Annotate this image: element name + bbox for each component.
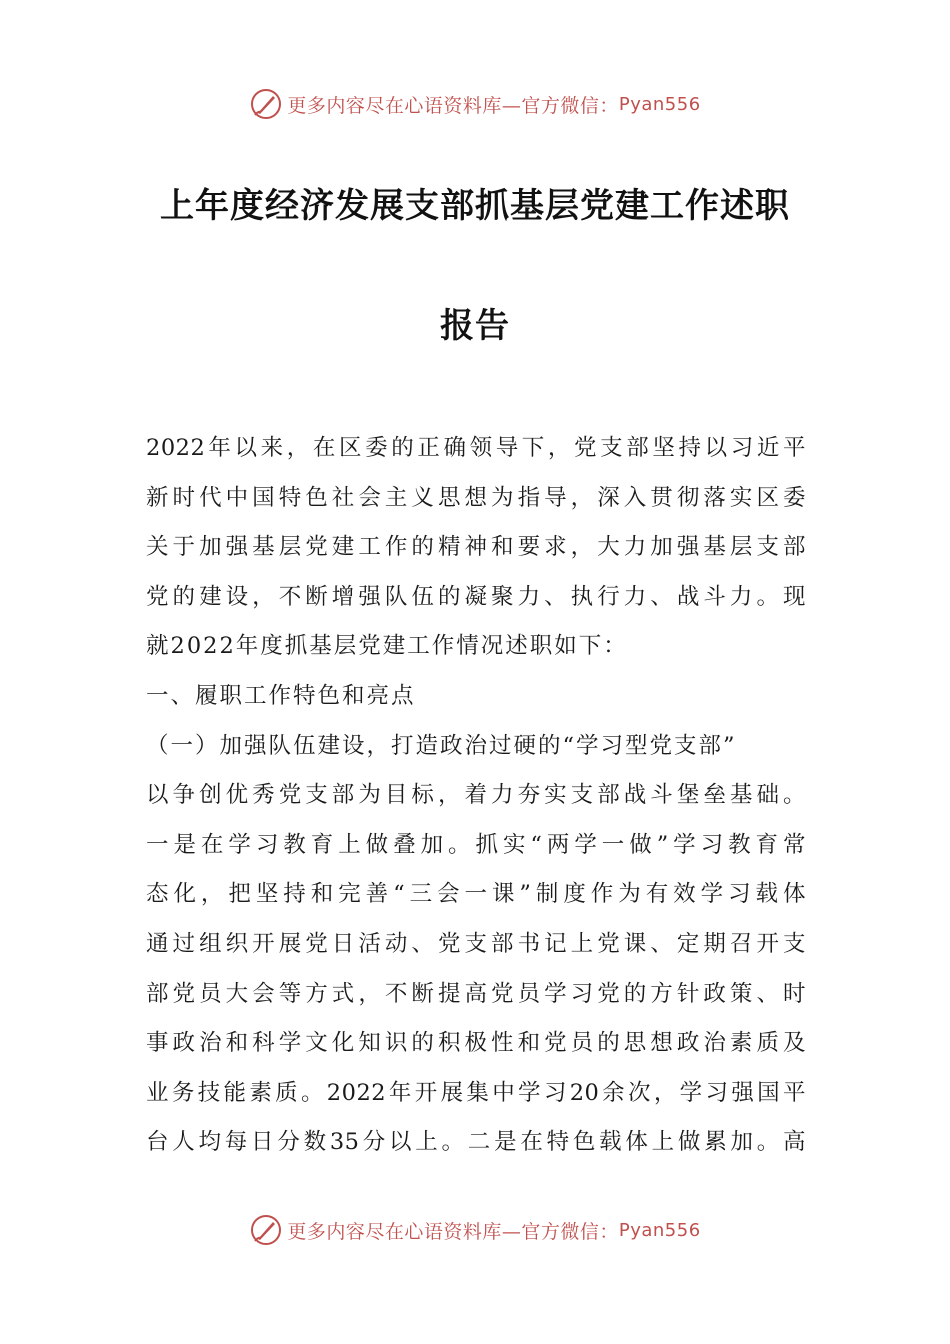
watermark-wechat-id: Pyan556 (618, 1219, 701, 1241)
quill-pen-icon (249, 87, 283, 121)
watermark-text: 更多内容尽在心语资料库—官方微信： (287, 94, 619, 117)
body-line: 2022年以来，在区委的正确领导下，党支部坚持以习近平 (146, 435, 806, 461)
body-line: 以争创优秀党支部为目标，着力夯实支部战斗堡垒基础。 (146, 782, 806, 809)
document-title-line-2: 报告 (440, 306, 510, 346)
body-line: 新时代中国特色社会主义思想为指导，深入贯彻落实区委 (146, 484, 806, 511)
body-line: 态化，把坚持和完善“三会一课”制度作为有效学习载体 (146, 881, 806, 908)
body-line: 就2022年度抓基层党建工作情况述职如下： (146, 633, 628, 660)
document-body (146, 424, 806, 1168)
body-line: 部党员大会等方式，不断提高党员学习党的方针政策、时 (146, 980, 806, 1007)
section-heading: 一、履职工作特色和亮点 (146, 682, 416, 709)
header-watermark (0, 84, 950, 124)
subsection-heading: （一）加强队伍建设，打造政治过硬的“学习型党支部” (146, 732, 737, 759)
body-line: 党的建设，不断增强队伍的凝聚力、执行力、战斗力。现 (146, 583, 806, 610)
body-line: 业务技能素质。2022年开展集中学习20余次，学习强国平 (146, 1079, 806, 1106)
watermark-wechat-id: Pyan556 (618, 93, 701, 115)
footer-watermark (0, 1210, 950, 1250)
watermark-text: 更多内容尽在心语资料库—官方微信： (287, 1220, 619, 1243)
quill-pen-icon (249, 1213, 283, 1247)
body-line: 一是在学习教育上做叠加。抓实“两学一做”学习教育常 (146, 831, 806, 858)
body-line: 通过组织开展党日活动、党支部书记上党课、定期召开支 (146, 930, 806, 957)
body-line: 台人均每日分数35分以上。二是在特色载体上做累加。高 (146, 1129, 806, 1156)
document-title-line-1: 上年度经济发展支部抓基层党建工作述职 (160, 186, 790, 226)
body-line: 事政治和科学文化知识的积极性和党员的思想政治素质及 (146, 1030, 806, 1057)
body-line: 关于加强基层党建工作的精神和要求，大力加强基层支部 (146, 534, 806, 561)
